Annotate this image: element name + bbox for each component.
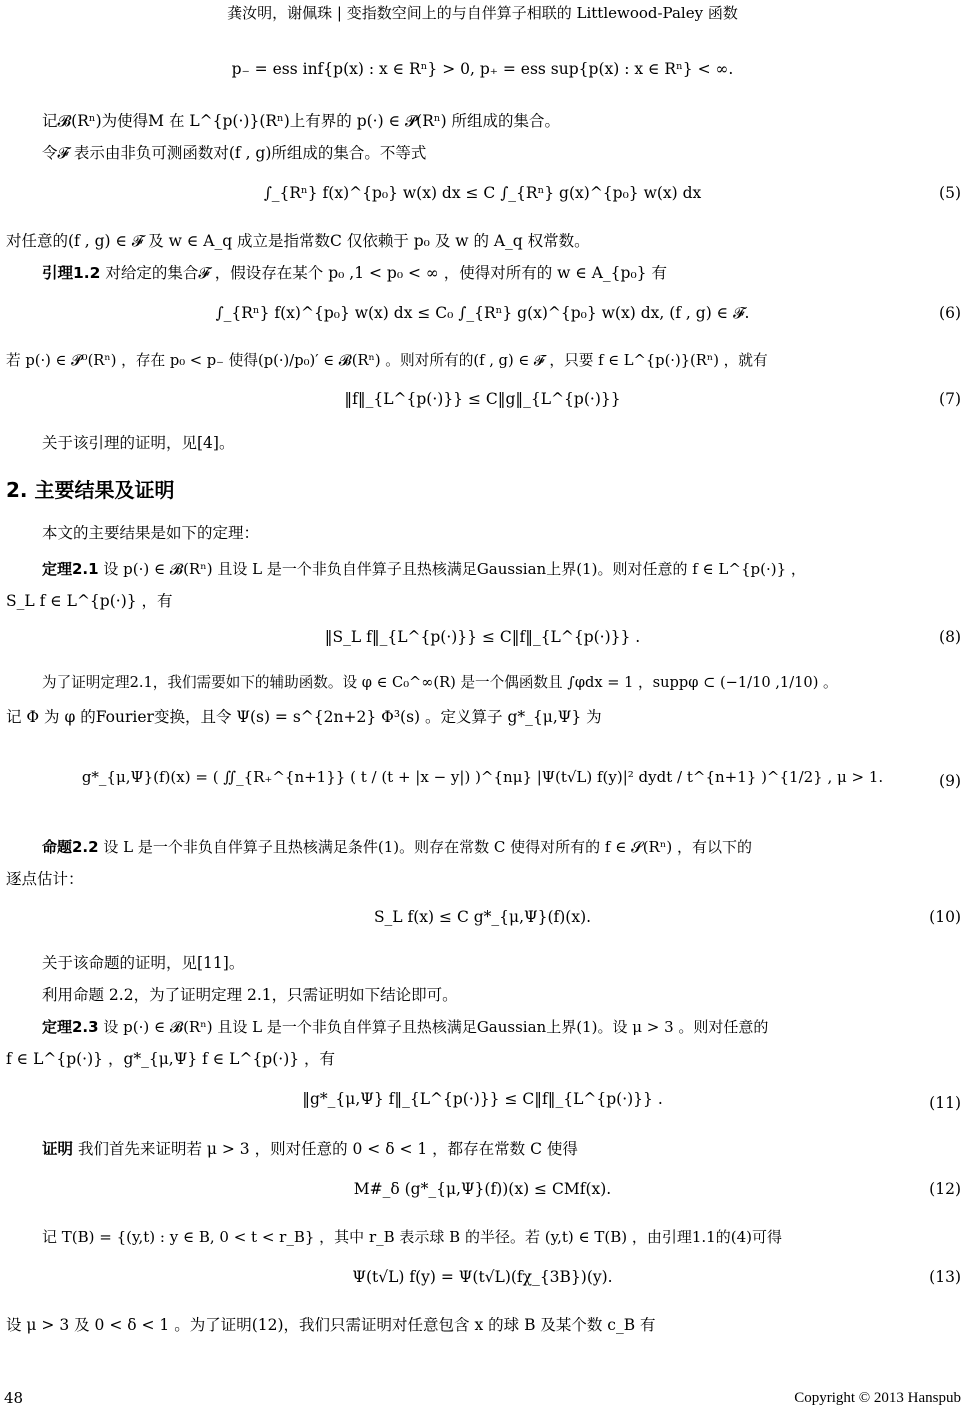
section-2-title: 2. 主要结果及证明	[6, 478, 175, 502]
equation-11	[0, 1092, 965, 1108]
proposition-2-2-label: 命题2.2	[42, 838, 99, 856]
equation-7-text: ‖f‖_{L^{p(·)}} ≤ C‖g‖_{L^{p(·)}}	[344, 390, 621, 408]
equation-5	[0, 186, 965, 202]
paragraph-auxiliary-2	[6, 710, 602, 726]
equation-10-number: (10)	[929, 908, 961, 926]
proof-label: 证明	[42, 1140, 74, 1158]
equation-12-text: M#_δ (g*_{μ,Ψ}(f))(x) ≤ CMf(x).	[353, 1180, 612, 1198]
proposition-2-2-continued	[6, 872, 84, 888]
text-F-definition: 令𝓕 表示由非负可测函数对(f , g)所组成的集合。不等式	[42, 144, 427, 162]
equation-9-text: g*_{μ,Ψ}(f)(x) = ( ∬_{R₊^{n+1}} ( t / (t + |x − y|) )^{nμ} |Ψ(t√L) f(y)|² dydt / t^{n+1} )^{1/2} , μ > 1.	[81, 768, 884, 786]
equation-7	[0, 392, 965, 408]
lemma-1-2	[42, 266, 667, 282]
proposition-2-2-text-continued: 逐点估计：	[6, 870, 84, 888]
paragraph-prop-ref	[42, 956, 244, 972]
text-auxiliary-2: 记 Φ 为 φ 的Fourier变换，且令 Ψ(s) = s^{2n+2} Φ³(s) 。定义算子 g*_{μ,Ψ} 为	[6, 708, 602, 726]
proposition-2-2	[42, 840, 752, 855]
running-header	[0, 6, 965, 21]
proposition-2-2-text: 设 L 是一个非负自伴算子且热核满足条件(1)。则存在常数 C 使得对所有的 f ∈ 𝓢(Rⁿ) ，有以下的	[103, 838, 752, 856]
text-main-result: 本文的主要结果是如下的定理：	[42, 524, 260, 542]
equation-p-bounds-text: p₋ = ess inf{p(x) : x ∈ Rⁿ} > 0, p₊ = ess sup{p(x) : x ∈ Rⁿ} < ∞.	[231, 60, 734, 78]
theorem-2-3-continued	[6, 1052, 335, 1068]
text-auxiliary-1: 为了证明定理2.1，我们需要如下的辅助函数。设 φ ∈ C₀^∞(R) 是一个偶函数且 ∫φdx = 1 ，suppφ ⊂ (−1/10 ,1/10) 。	[42, 674, 838, 691]
equation-9-number: (9)	[939, 772, 961, 790]
text-B-definition: 记𝓑(Rⁿ)为使得M 在 L^{p(·)}(Rⁿ)上有界的 p(·) ∈ 𝓟(Rⁿ) 所组成的集合。	[42, 112, 561, 130]
lemma-1-2-label: 引理1.2	[42, 264, 101, 282]
equation-8	[0, 630, 965, 646]
theorem-2-3-label: 定理2.3	[42, 1018, 99, 1036]
paragraph-last	[6, 1318, 656, 1334]
paragraph-main-result	[42, 526, 259, 542]
paragraph-after-eq5	[6, 234, 590, 250]
page-number: 48	[4, 1389, 24, 1407]
equation-11-text: ‖g*_{μ,Ψ} f‖_{L^{p(·)}} ≤ C‖f‖_{L^{p(·)}} .	[302, 1090, 663, 1108]
theorem-2-1-continued	[6, 594, 173, 610]
equation-6	[0, 306, 965, 322]
theorem-2-1-label: 定理2.1	[42, 560, 99, 578]
equation-12-number: (12)	[929, 1180, 961, 1198]
text-if-condition: 若 p(·) ∈ 𝓟⁰(Rⁿ) ，存在 p₀ < p₋ 使得(p(·)/p₀)′ ∈ 𝓑(Rⁿ) 。则对所有的(f , g) ∈ 𝓕 ，只要 f ∈ L^{p(·)}(Rⁿ) ，就有	[6, 352, 768, 369]
equation-5-text: ∫_{Rⁿ} f(x)^{p₀} w(x) dx ≤ C ∫_{Rⁿ} g(x)^{p₀} w(x) dx	[263, 184, 702, 202]
lemma-1-2-text: 对给定的集合𝓕 ，假设存在某个 p₀ ,1 < p₀ < ∞ ，使得对所有的 w ∈ A_{p₀} 有	[105, 264, 667, 282]
text-last: 设 μ > 3 及 0 < δ < 1 。为了证明(12)，我们只需证明对任意包含 x 的球 B 及某个数 c_B 有	[6, 1316, 656, 1334]
equation-6-number: (6)	[939, 304, 961, 322]
paragraph-use-prop	[42, 988, 458, 1004]
copyright-notice: Copyright © 2013 Hanspub	[794, 1390, 961, 1406]
proof-text: 我们首先来证明若 μ > 3 ，则对任意的 0 < δ < 1 ，都存在常数 C 使得	[77, 1140, 578, 1158]
theorem-2-1	[42, 562, 806, 577]
paragraph-B-definition	[42, 114, 560, 130]
equation-11-number: (11)	[929, 1094, 961, 1112]
theorem-2-3-text: 设 p(·) ∈ 𝓑(Rⁿ) 且设 L 是一个非负自伴算子且热核满足Gaussian上界(1)。设 μ > 3 。则对任意的	[103, 1018, 769, 1036]
paragraph-proof-ref	[42, 436, 234, 452]
theorem-2-1-text-continued: S_L f ∈ L^{p(·)} ，有	[6, 592, 173, 610]
paragraph-F-definition	[42, 146, 426, 162]
theorem-2-1-text: 设 p(·) ∈ 𝓑(Rⁿ) 且设 L 是一个非负自伴算子且热核满足Gaussian上界(1)。则对任意的 f ∈ L^{p(·)} ，	[103, 560, 806, 578]
equation-7-number: (7)	[939, 390, 961, 408]
equation-8-number: (8)	[939, 628, 961, 646]
text-TB-definition: 记 T(B) = {(y,t) : y ∈ B, 0 < t < r_B} ，其中 r_B 表示球 B 的半径。若 (y,t) ∈ T(B) ，由引理1.1的(4)可得	[42, 1228, 782, 1246]
theorem-2-3-text-continued: f ∈ L^{p(·)} ，g*_{μ,Ψ} f ∈ L^{p(·)} ，有	[6, 1050, 336, 1068]
text-use-prop: 利用命题 2.2，为了证明定理 2.1，只需证明如下结论即可。	[42, 986, 458, 1004]
running-title: 龚汝明，谢佩珠 | 变指数空间上的与自伴算子相联的 Littlewood-Paley 函数	[227, 4, 738, 22]
equation-6-text: ∫_{Rⁿ} f(x)^{p₀} w(x) dx ≤ C₀ ∫_{Rⁿ} g(x)^{p₀} w(x) dx, (f , g) ∈ 𝓕.	[215, 304, 750, 322]
equation-8-text: ‖S_L f‖_{L^{p(·)}} ≤ C‖f‖_{L^{p(·)}} .	[324, 628, 641, 646]
paragraph-if-condition	[6, 354, 768, 369]
equation-p-bounds	[0, 62, 965, 78]
equation-9	[0, 770, 965, 785]
equation-12	[0, 1182, 965, 1198]
paragraph-TB-definition	[42, 1230, 782, 1245]
text-prop-ref: 关于该命题的证明，见[11]。	[42, 954, 245, 972]
equation-13-number: (13)	[929, 1268, 961, 1286]
paragraph-auxiliary-1	[42, 676, 838, 691]
equation-13	[0, 1270, 965, 1286]
equation-10	[0, 910, 965, 926]
text-after-eq5: 对任意的(f , g) ∈ 𝓕 及 w ∈ A_q 成立是指常数C 仅依赖于 p₀ 及 w 的 A_q 权常数。	[6, 232, 590, 250]
proof-paragraph	[42, 1142, 578, 1158]
equation-10-text: S_L f(x) ≤ C g*_{μ,Ψ}(f)(x).	[373, 908, 592, 926]
text-proof-ref: 关于该引理的证明，见[4]。	[42, 434, 235, 452]
equation-13-text: Ψ(t√L) f(y) = Ψ(t√L)(fχ_{3B})(y).	[352, 1268, 613, 1286]
theorem-2-3	[42, 1020, 768, 1035]
equation-5-number: (5)	[939, 184, 961, 202]
